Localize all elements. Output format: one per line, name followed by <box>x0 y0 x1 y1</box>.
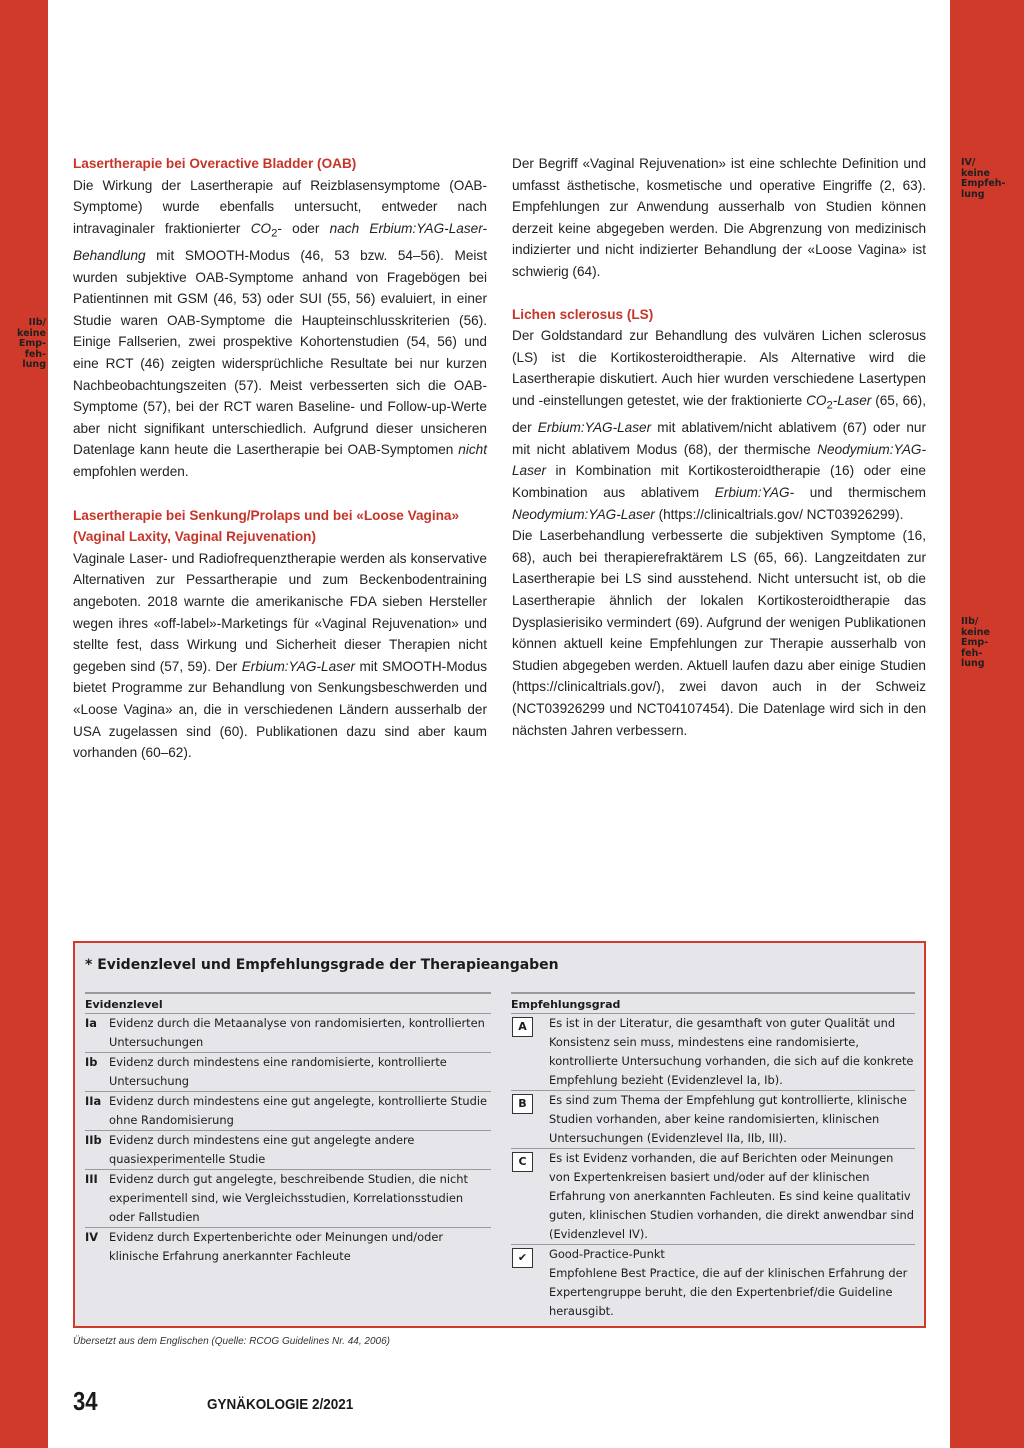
checkmark-icon: ✔ <box>512 1248 533 1268</box>
level-row: Ia Evidenz durch die Metaanalyse von randomisierten, kontrollierten Untersuchungen <box>85 1013 491 1052</box>
heading-oab: Lasertherapie bei Overactive Bladder (OAB) <box>73 156 357 171</box>
right-text-column <box>512 153 926 741</box>
grade-badge: A <box>512 1017 533 1037</box>
paragraph-rejuvenation: Der Begriff «Vaginal Rejuvenation» ist eine schlechte Definition und umfasst ästhetische, kosmetische und operative Eingriffe (2, 63). Empfehlungen zur Anwendung ausserhalb von Studien können derzeit keine abgegeben werden. Die Abgrenzung von medizinisch indizierter und nicht indizierter Behandlung der «Loose Vagina» ist schwierig (64). <box>512 156 926 279</box>
left-accent-bar <box>0 0 48 1448</box>
grade-badge: C <box>512 1152 533 1172</box>
grade-row: A Es ist in der Literatur, die gesamthaft von guter Qualität und Konsistenz sein muss, mindestens eine randomisierte, kontrollierte Untersuchung vorhanden, die sich auf die konkrete Empfehlung bezieht (Evidenzlevel Ia, Ib). <box>511 1013 915 1090</box>
paragraph-lichen-results: Die Laserbehandlung verbesserte die subjektiven Symptome (16, 68), auch bei therapierefraktärem LS (65, 66). Langzeitdaten zur Lasertherapie bei LS sind ausstehend. Nicht untersucht ist, ob die Lasertherapie ähnlich der lokalen Kortikosteroidtherapie das Dysplasierisiko vermindert (69). Aufgrund der wenigen Publikationen können aktuell keine Empfehlungen zur Therapie ausserhalb von Studien abgegeben werden. Aktuell laufen dazu aber einige Studien (https://clinicaltrials.gov/), zwei davon auch in der Schweiz (NCT03926299 und NCT04107454). Die Datenlage wird sich in den nächsten Jahren verbessern. <box>512 528 926 738</box>
level-row: III Evidenz durch gut angelegte, beschreibende Studien, die nicht experimentell sind, wie Vergleichsstudien, Korrelationsstudien oder Fallstudien <box>85 1169 491 1227</box>
evidence-box <box>73 941 926 1328</box>
left-text-column <box>73 153 487 764</box>
grade-row: ✔ Good-Practice-Punkt Empfohlene Best Practice, die auf der klinischen Erfahrung der Expertengruppe beruht, die den Expertenbrief/die Guideline herausgibt. <box>511 1244 915 1321</box>
recommendation-grades <box>511 992 915 1321</box>
page-number: 34 <box>73 1386 98 1416</box>
evidence-box-title: * Evidenzlevel und Empfehlungsgrade der Therapieangaben <box>85 957 559 973</box>
journal-title: GYNÄKOLOGIE 2/2021 <box>207 1396 354 1413</box>
grade-row: C Es ist Evidenz vorhanden, die auf Berichten oder Meinungen von Expertenkreisen basiert und/oder auf der klinischen Erfahrung von anerkannten Fachleuten. Es sind keine qualitativ guten, klinischen Studien vorhanden, die direkt anwendbar sind (Evidenzlevel IV). <box>511 1148 915 1244</box>
recommendation-grades-header: Empfehlungsgrad <box>511 992 915 1013</box>
evidence-levels <box>85 992 491 1266</box>
level-row: IV Evidenz durch Expertenberichte oder Meinungen und/oder klinische Erfahrung anerkannter Fachleute <box>85 1227 491 1266</box>
paragraph-oab: Die Wirkung der Lasertherapie auf Reizblasensymptome (OAB-Symptome) wurde ebenfalls untersucht, entweder nach intravaginaler fraktionierter $CO_2-$ oder nach Erbium:YAG-Laser-Behandlung mit SMOOTH-Modus (46, 53 bzw. 54–56). Meist wurden subjektive OAB-Symptome anhand von Fragebögen bei Patientinnen mit GSM (46, 53) oder SUI (55, 56) evaluiert, in einer Studie waren OAB-Symptome die Haupteinschlusskriterien (56). Einige Fallserien, zwei prospektive Kohortenstudien (54, 56) und eine RCT (46) zeigten widersprüchliche Resultate bei nur kurzen Nachbeobachtungszeiten (57). Meist verbesserten sich die OAB-Symptome (57), bei der RCT waren Baseline- und Follow-up-Werte aber nicht signifikant unterschiedlich. Aufgrund dieser unsicheren Datenlage kann heute die Lasertherapie bei OAB-Symptomen nicht empfohlen werden. <box>73 177 487 480</box>
heading-lichen: Lichen sclerosus (LS) <box>512 306 654 322</box>
right-accent-bar <box>950 0 1024 1448</box>
level-row: IIa Evidenz durch mindestens eine gut angelegte, kontrollierte Studie ohne Randomisierung <box>85 1091 491 1130</box>
heading-prolaps: Lasertherapie bei Senkung/Prolaps und bei «Loose Vagina» (Vaginal Laxity, Vaginal Rejuvenation) <box>73 507 460 545</box>
level-row: IIb Evidenz durch mindestens eine gut angelegte andere quasiexperimentelle Studie <box>85 1130 491 1169</box>
paragraph-prolaps: Vaginale Laser- und Radiofrequenztherapie werden als konservative Alternativen zur Pessartherapie und zum Beckenbodentraining angeboten. 2018 warnte die amerikanische FDA sieben Hersteller wegen ihres «off-label»-Marketings für «Vaginal Rejuvenation» und stellte fest, dass Wirkung und Sicherheit dieser Therapien nicht gegeben sind (57, 59). Der Erbium:YAG-Laser mit SMOOTH-Modus bietet Programme zur Behandlung von Senkungsbeschwerden und «Loose Vagina» an, die in verschiedenen Ländern ausserhalb der USA zugelassen sind (60). Publikationen dazu sind aber kaum vorhanden (60–62). <box>73 550 487 761</box>
paragraph-lichen: Der Goldstandard zur Behandlung des vulvären Lichen sclerosus (LS) ist die Kortikosteroidtherapie. Als Alternative wird die Lasertherapie diskutiert. Auch hier wurden verschiedene Lasertypen und -einstellungen getestet, wie der fraktionierte $CO_2$-Laser (65, 66), der Erbium:YAG-Laser mit ablativem/nicht ablativem (67) oder nur mit nicht ablativem Modus (68), der thermische Neodymium:YAG-Laser in Kombination mit Kortikosteroidtherapie (16) oder eine Kombination aus ablativem Erbium:YAG- und thermischem Neodymium:YAG-Laser (https://clinicaltrials.gov/ NCT03926299). <box>512 328 926 522</box>
evidence-levels-header: Evidenzlevel <box>85 992 491 1013</box>
source-footnote: Übersetzt aus dem Englischen (Quelle: RCOG Guidelines Nr. 44, 2006) <box>73 1336 390 1347</box>
margin-note-right-top: IV/ keine Empfeh- lung <box>961 157 1006 200</box>
margin-note-left: IIb/ keine Emp- feh- lung <box>17 317 46 370</box>
grade-row: B Es sind zum Thema der Empfehlung gut kontrollierte, klinische Studien vorhanden, aber keine randomisierten, klinischen Untersuchungen (Evidenzlevel IIa, IIb, III). <box>511 1090 915 1148</box>
grade-badge: B <box>512 1094 533 1114</box>
level-row: Ib Evidenz durch mindestens eine randomisierte, kontrollierte Untersuchung <box>85 1052 491 1091</box>
margin-note-right-mid: IIb/ keine Emp- feh- lung <box>961 616 990 669</box>
